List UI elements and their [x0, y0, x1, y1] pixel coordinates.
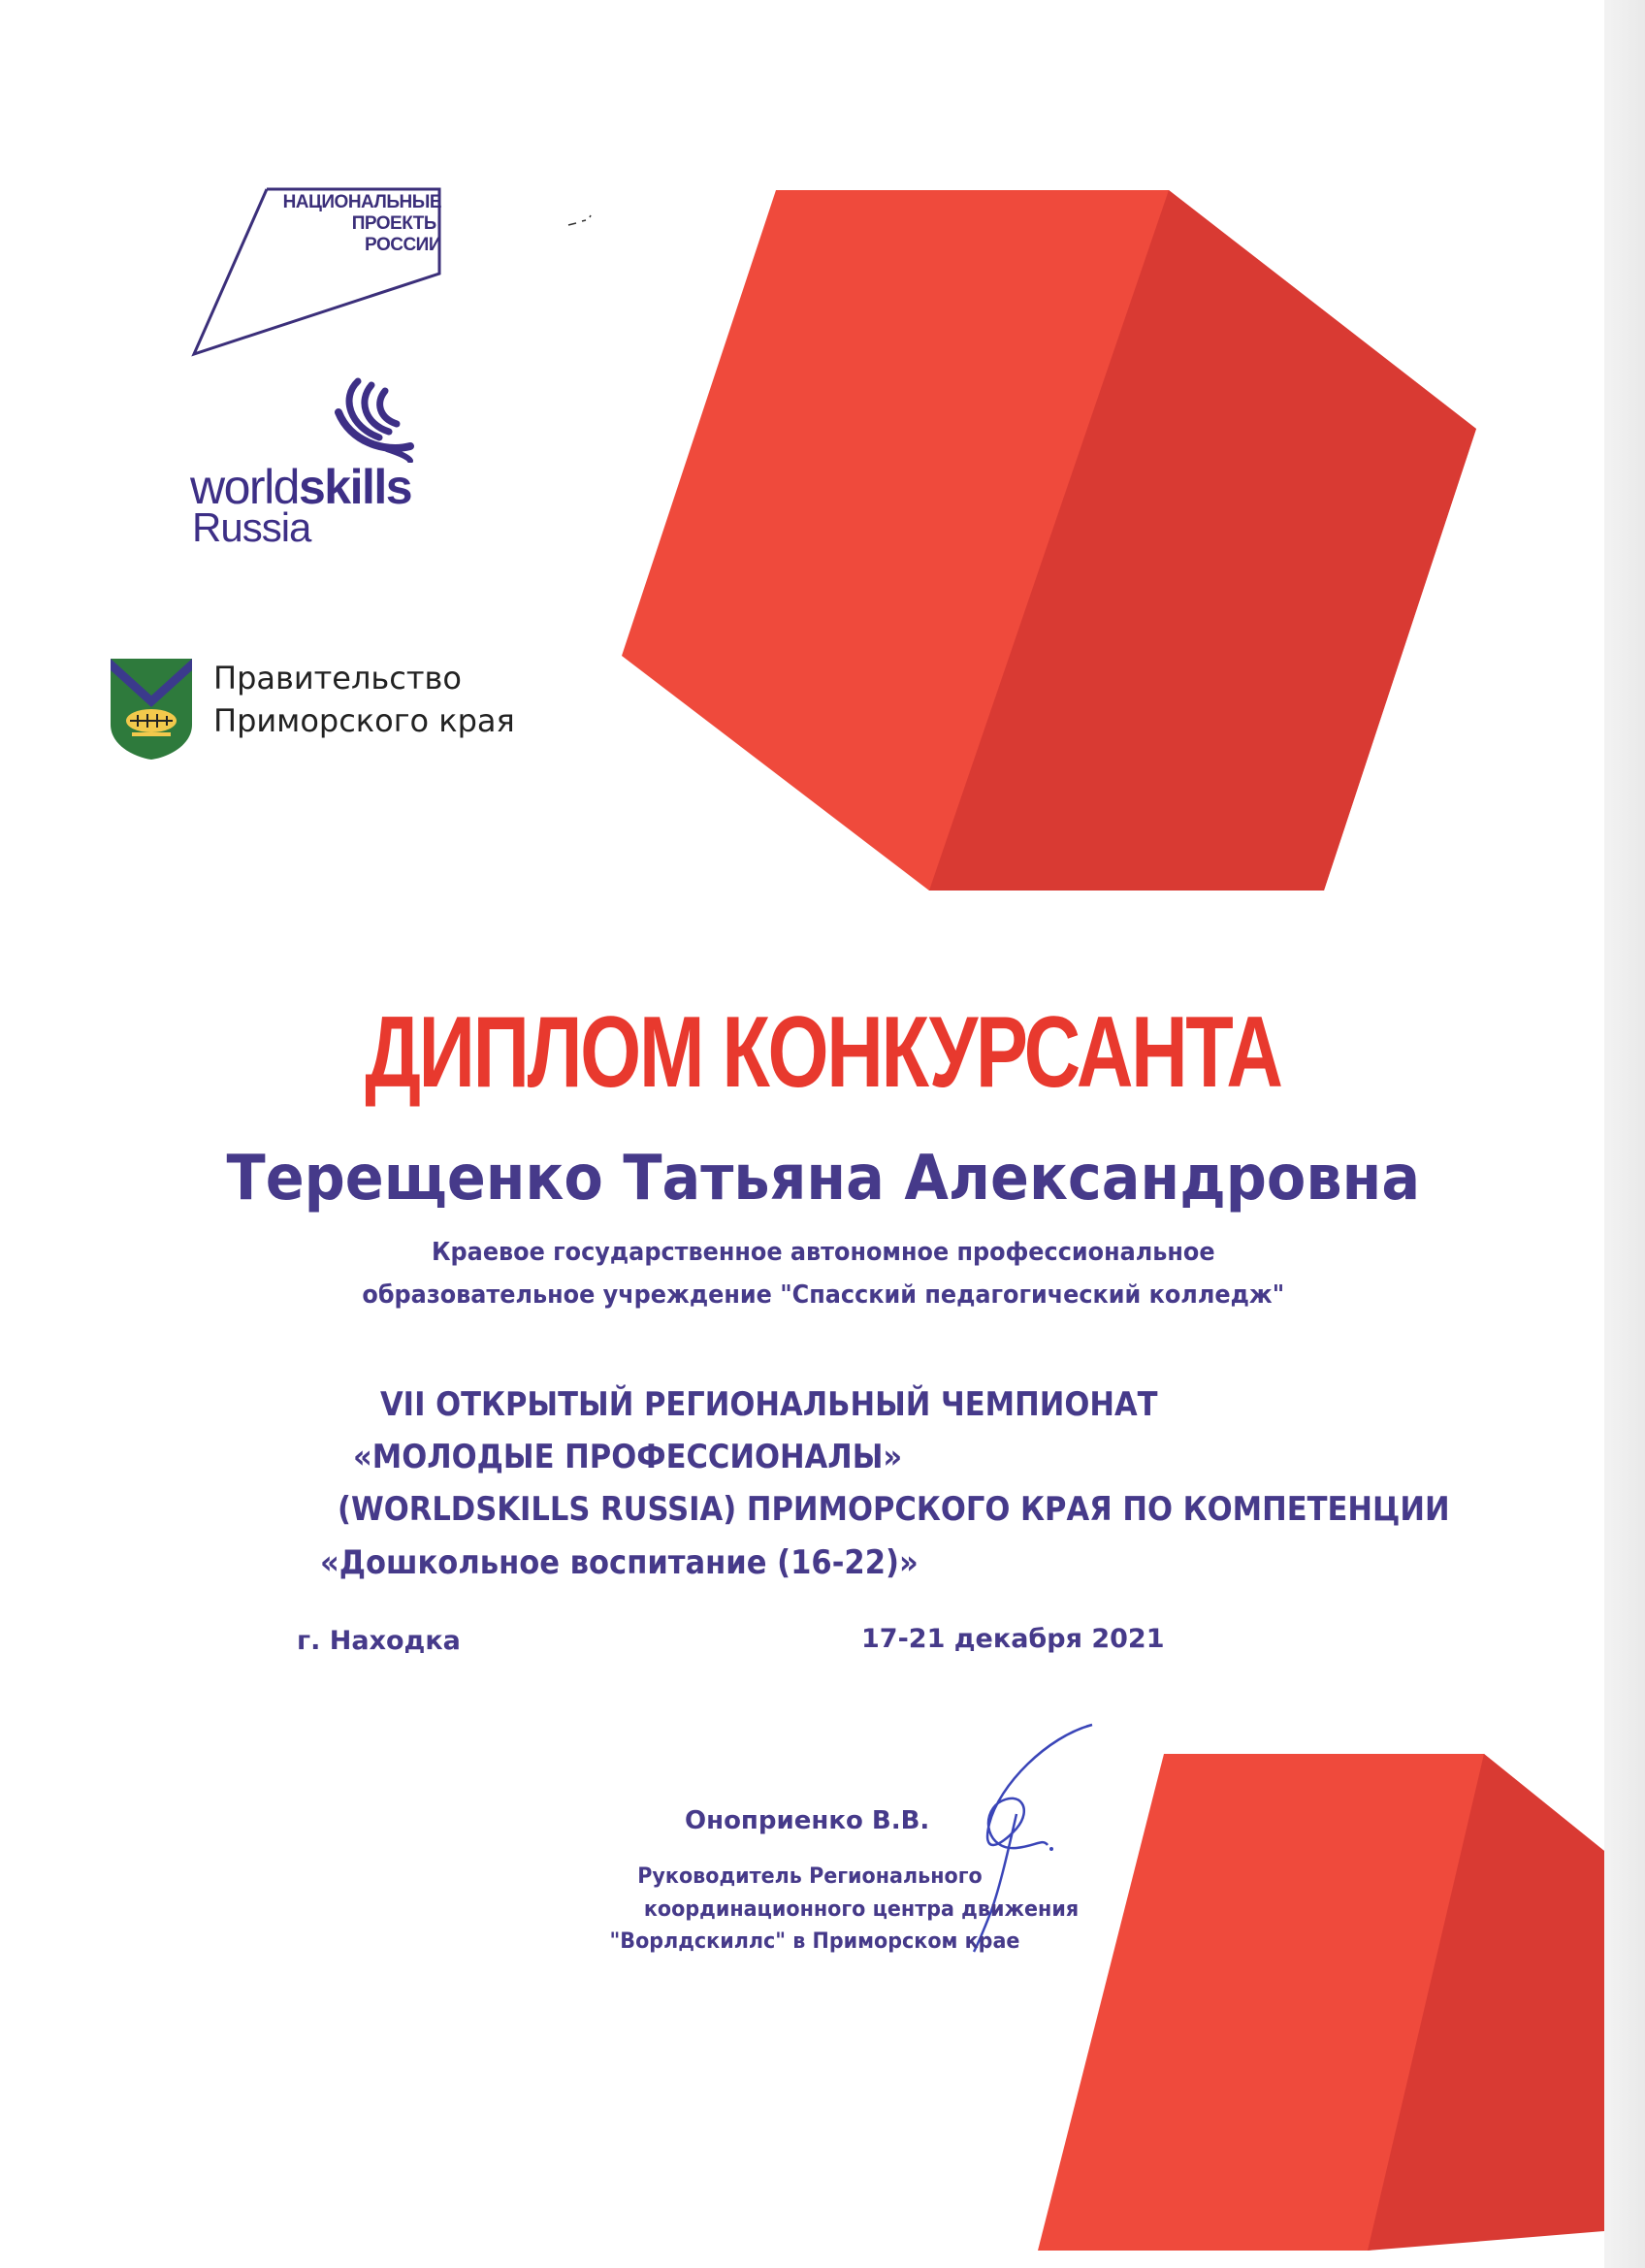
- np-line1: НАЦИОНАЛЬНЫЕ: [282, 192, 441, 212]
- government-name: [213, 657, 515, 742]
- championship-line4: «Дошкольное воспитание (16-22)»: [320, 1543, 919, 1582]
- championship-line2: «МОЛОДЫЕ ПРОФЕССИОНАЛЫ»: [353, 1438, 903, 1476]
- scan-mark: [568, 215, 591, 225]
- worldskills-logo: [190, 373, 442, 553]
- signatory-role-line1: Руководитель Регионального: [637, 1864, 983, 1889]
- signatory-name: Оноприенко В.В.: [685, 1806, 930, 1835]
- gov-line1: Правительство: [213, 660, 462, 697]
- event-city: г. Находка: [297, 1626, 461, 1656]
- event-dates: 17-21 декабря 2021: [861, 1624, 1165, 1654]
- diploma-title: ДИПЛОМ КОНКУРСАНТА: [365, 996, 1281, 1109]
- signature-dot: [1049, 1847, 1053, 1851]
- organization-line2: образовательное учреждение "Спасский педагогический колледж": [362, 1280, 1285, 1310]
- championship-line1: VII ОТКРЫТЫЙ РЕГИОНАЛЬНЫЙ ЧЕМПИОНАТ: [380, 1385, 1158, 1424]
- np-line2: ПРОЕКТЫ: [351, 213, 441, 234]
- worldskills-arcs-icon: [331, 373, 418, 463]
- signatory-role-line2: координационного центра движения: [643, 1897, 1080, 1922]
- recipient-name: Терещенко Татьяна Александровна: [226, 1143, 1421, 1215]
- np-line3: РОССИИ: [365, 235, 441, 255]
- organization-line1: Краевое государственное автономное профессиональное: [432, 1238, 1215, 1267]
- worldskills-word-skills: skills: [298, 460, 412, 514]
- worldskills-country: Russia: [192, 504, 311, 550]
- signatory-role-line3: "Ворлдскиллс" в Приморском крае: [609, 1929, 1020, 1954]
- national-projects-logo: [189, 184, 451, 364]
- government-logo: [109, 655, 555, 766]
- worldskills-word-world: world: [190, 460, 299, 514]
- gov-line2: Приморского края: [213, 702, 515, 739]
- primorsky-coat-of-arms-icon: [109, 657, 194, 761]
- championship-line3: (WORLDSKILLS RUSSIA) ПРИМОРСКОГО КРАЯ ПО КОМПЕТЕНЦИИ: [338, 1490, 1450, 1529]
